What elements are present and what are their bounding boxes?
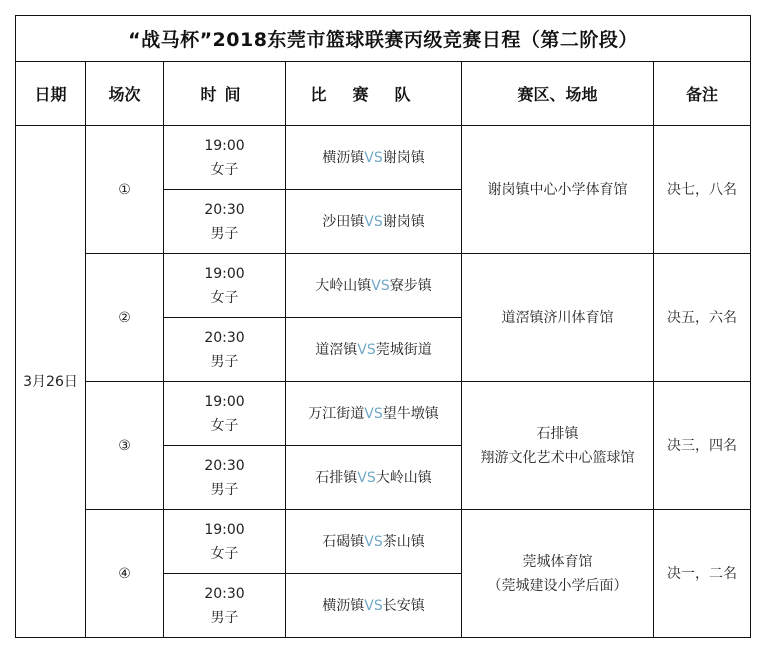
date-cell: 3月26日 [16, 126, 86, 638]
round-number: ④ [86, 510, 164, 638]
match-time: 20:30 男子 [164, 574, 286, 638]
match-time: 20:30 男子 [164, 318, 286, 382]
header-venue: 赛区、场地 [462, 62, 654, 126]
match-teams: 道滘镇VS莞城街道 [286, 318, 462, 382]
venue-cell: 石排镇 翔游文化艺术中心篮球馆 [462, 382, 654, 510]
notes-cell: 决七，八名 [654, 126, 751, 254]
venue-cell: 莞城体育馆 （莞城建设小学后面） [462, 510, 654, 638]
match-teams: 石排镇VS大岭山镇 [286, 446, 462, 510]
match-time: 19:00 女子 [164, 126, 286, 190]
venue-cell: 道滘镇济川体育馆 [462, 254, 654, 382]
title-row [16, 16, 751, 62]
table-row [16, 382, 751, 446]
match-teams: 大岭山镇VS寮步镇 [286, 254, 462, 318]
match-time: 19:00 女子 [164, 254, 286, 318]
header-round: 场次 [86, 62, 164, 126]
notes-cell: 决一，二名 [654, 510, 751, 638]
header-notes: 备注 [654, 62, 751, 126]
match-time: 20:30 男子 [164, 190, 286, 254]
match-teams: 万江街道VS望牛墩镇 [286, 382, 462, 446]
schedule-table [15, 15, 751, 638]
venue-cell: 谢岗镇中心小学体育馆 [462, 126, 654, 254]
match-time: 20:30 男子 [164, 446, 286, 510]
match-teams: 沙田镇VS谢岗镇 [286, 190, 462, 254]
round-number: ③ [86, 382, 164, 510]
match-time: 19:00 女子 [164, 510, 286, 574]
round-number: ① [86, 126, 164, 254]
header-date: 日期 [16, 62, 86, 126]
match-teams: 石碣镇VS茶山镇 [286, 510, 462, 574]
table-row [16, 510, 751, 574]
match-time: 19:00 女子 [164, 382, 286, 446]
table-row [16, 254, 751, 318]
match-teams: 横沥镇VS谢岗镇 [286, 126, 462, 190]
header-teams: 比赛队 [286, 62, 462, 126]
notes-cell: 决五，六名 [654, 254, 751, 382]
schedule-title: “战马杯”2018东莞市篮球联赛丙级竞赛日程（第二阶段） [16, 16, 751, 62]
header-row [16, 62, 751, 126]
match-teams: 横沥镇VS长安镇 [286, 574, 462, 638]
notes-cell: 决三，四名 [654, 382, 751, 510]
round-number: ② [86, 254, 164, 382]
header-time: 时间 [164, 62, 286, 126]
table-row [16, 126, 751, 190]
